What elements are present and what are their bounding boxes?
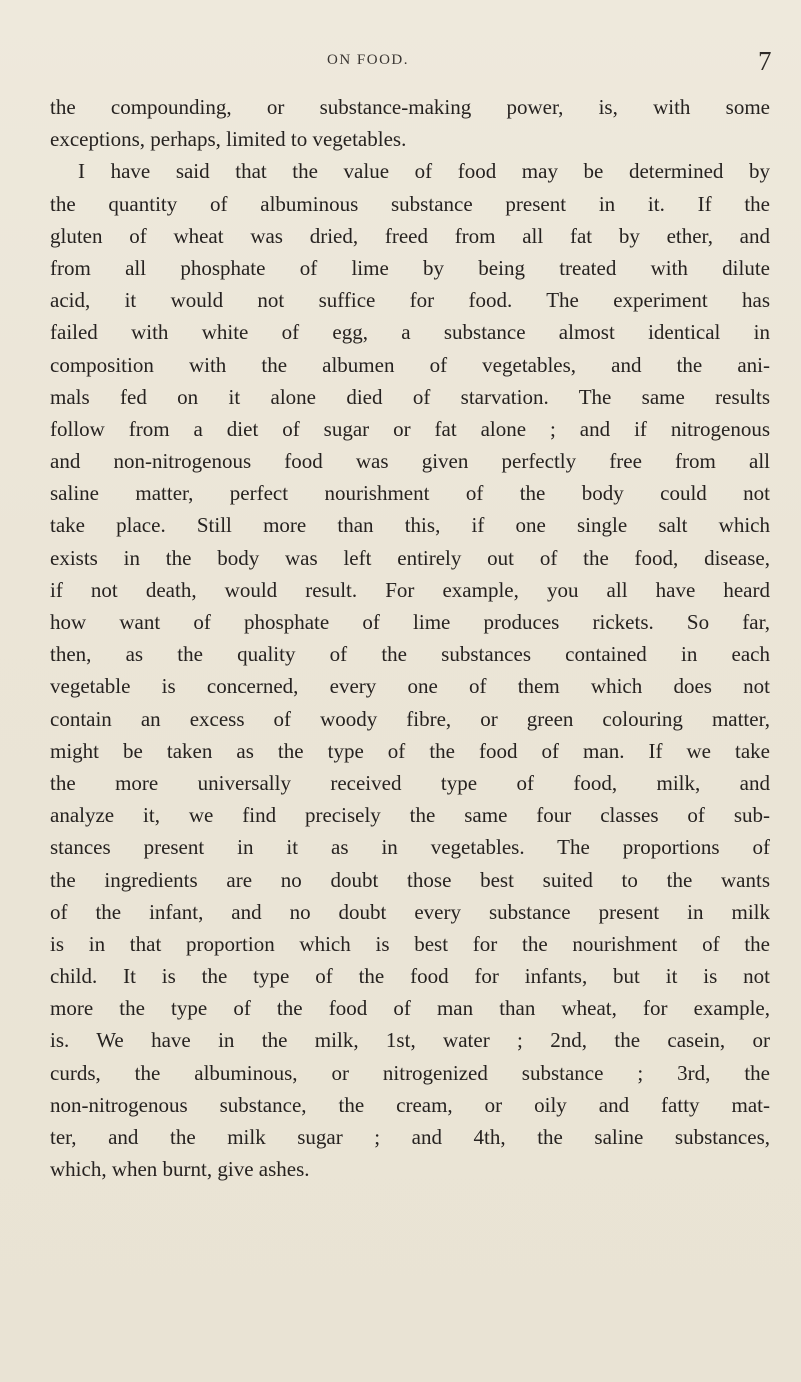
text-line: gluten of wheat was dried, freed from all fat by ether, and	[50, 223, 770, 248]
text-line: stances present in it as in vegetables. The proportions of	[50, 835, 770, 860]
text-line: analyze it, we find precisely the same four classes of sub-	[50, 803, 770, 828]
text-line: if not death, would result. For example, you all have heard	[50, 577, 770, 602]
text-line: I have said that the value of food may be determined by	[78, 159, 770, 184]
text-line: vegetable is concerned, every one of them which does not	[50, 674, 770, 699]
text-line: how want of phosphate of lime produces rickets. So far,	[50, 610, 770, 634]
text-line: saline matter, perfect nourishment of the body could not	[50, 481, 770, 506]
text-line: non-nitrogenous substance, the cream, or oily and fatty mat-	[50, 1092, 770, 1117]
text-line: child. It is the type of the food for infants, but it is not	[50, 964, 770, 989]
text-line: ter, and the milk sugar ; and 4th, the saline substances,	[50, 1125, 770, 1149]
body-text	[50, 91, 770, 1185]
text-line: failed with white of egg, a substance almost identical in	[50, 320, 770, 345]
text-line: contain an excess of woody fibre, or green colouring matter,	[50, 706, 770, 731]
text-line: might be taken as the type of the food of man. If we take	[50, 738, 770, 763]
text-line: is in that proportion which is best for the nourishment of the	[50, 931, 770, 956]
text-line: the ingredients are no doubt those best suited to the wants	[50, 867, 770, 892]
text-line: mals fed on it alone died of starvation. The same results	[50, 384, 770, 409]
text-line: then, as the quality of the substances contained in each	[50, 642, 770, 667]
page-number: 7	[758, 46, 772, 76]
text-line: follow from a diet of sugar or fat alone ; and if nitrogenous	[50, 416, 770, 441]
text-line: and non-nitrogenous food was given perfectly free from all	[50, 449, 770, 474]
text-line: the compounding, or substance-making power, is, with some	[50, 95, 770, 119]
text-line: take place. Still more than this, if one single salt which	[50, 513, 770, 538]
running-head	[0, 46, 801, 82]
text-line: the quantity of albuminous substance present in it. If the	[50, 191, 770, 216]
text-line: of the infant, and no doubt every substance present in milk	[50, 899, 770, 924]
text-line: exists in the body was left entirely out of the food, disease,	[50, 545, 770, 570]
text-line: curds, the albuminous, or nitrogenized substance ; 3rd, the	[50, 1060, 770, 1085]
running-head-title: ON FOOD.	[327, 52, 410, 68]
text-line: the more universally received type of food, milk, and	[50, 770, 770, 795]
text-line: is. We have in the milk, 1st, water ; 2nd, the casein, or	[50, 1028, 770, 1053]
text-line: acid, it would not suffice for food. The experiment has	[50, 288, 770, 313]
text-line: which, when burnt, give ashes.	[50, 1157, 310, 1182]
text-line: composition with the albumen of vegetables, and the ani-	[50, 352, 770, 377]
text-line: exceptions, perhaps, limited to vegetables.	[50, 127, 407, 152]
text-line: from all phosphate of lime by being treated with dilute	[50, 255, 770, 280]
text-line: more the type of the food of man than wheat, for example,	[50, 996, 770, 1021]
